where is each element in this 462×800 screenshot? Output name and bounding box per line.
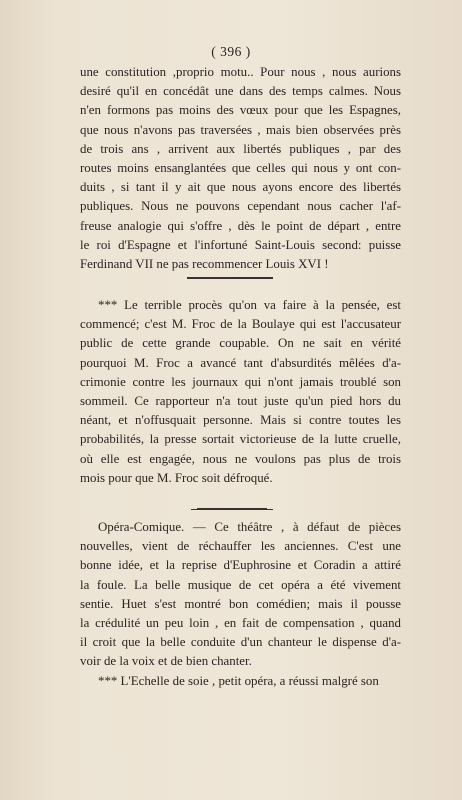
text-line: *** L'Echelle de soie , petit opéra, a réussi malgré son <box>98 673 379 688</box>
text-line: une constitution ,proprio motu.. Pour nous , nous aurions <box>80 65 401 79</box>
text-line: que nous n'avons pas traversées , mais bien observées près <box>80 122 401 137</box>
text-line: *** Le terrible procès qu'on va faire à la pensée, est <box>98 298 401 312</box>
text-line: pourquoi M. Froc a avancé tant d'absurdités mêlées d'a- <box>80 355 401 370</box>
text-line: où elle est engagée, nous ne voulons pas plus de trois <box>80 451 401 466</box>
paragraph-proces-pensee <box>80 296 401 488</box>
text-line: la crédulité un peu loin , en fait de compensation , quand <box>80 615 401 630</box>
paragraph-constitution <box>80 63 401 274</box>
text-line: sommeil. Ce rapporteur n'a tout juste qu'un pied hors du <box>80 393 401 408</box>
text-line: le roi d'Espagne et l'infortuné Saint-Louis second: puisse <box>80 237 401 252</box>
text-line: Ferdinand VII ne pas recommencer Louis XVI ! <box>80 256 329 271</box>
text-line: il croit que la belle conduite d'un chanteur le dispense d'a- <box>80 635 401 650</box>
text-line: public de cette grande coupable. On ne sait en vérité <box>80 336 401 351</box>
paragraph-opera-comique <box>80 518 401 691</box>
text-line: crimonie contre les journaux qui n'ont jamais troublé son <box>80 374 401 389</box>
text-line: nouvelles, vient de réchauffer les anciennes. C'est une <box>80 539 401 554</box>
text-line: duits , si tant il y ait que nous ayons encore des libertés <box>80 180 401 195</box>
text-line: de trois ans , arrivent aux libertés publiques , par des <box>80 141 401 156</box>
text-line: probabilités, la presse sortait victorieuse de la lutte cruelle, <box>80 432 401 447</box>
text-line: n'en formons pas moins des vœux pour que les Espagnes, <box>80 103 401 118</box>
text-line: bonne idée, et la reprise d'Euphrosine et Coradin a attiré <box>80 558 401 573</box>
text-line: voir de la voix et de bien chanter. <box>80 654 252 669</box>
text-line: mois pour que M. Froc soit défroqué. <box>80 470 273 485</box>
text-line: commencé; c'est M. Froc de la Boulaye qui est l'accusateur <box>80 317 401 332</box>
text-line: Opéra-Comique. — Ce théâtre , à défaut de pièces <box>98 520 401 534</box>
page-number: ( 396 ) <box>211 44 251 59</box>
separator-rule-double <box>197 508 267 510</box>
separator-rule <box>187 277 273 279</box>
text-line: freuse analogie qui s'offre , dès le point de départ , entre <box>80 218 401 233</box>
text-line: routes moins ensanglantées que celles qui nous y ont con- <box>80 160 401 175</box>
text-line: desiré qu'il en concédât une dans des temps calmes. Nous <box>80 84 401 99</box>
text-line: la foule. La belle musique de cet opéra a été vivement <box>80 577 401 592</box>
text-line: sentie. Huet s'est montré bon comédien; mais il pousse <box>80 596 401 611</box>
text-line: néant, et n'offusquait personne. Mais si contre toutes les <box>80 413 401 428</box>
text-line: publiques. Nous ne pouvons cependant nous cacher l'af- <box>80 199 401 214</box>
